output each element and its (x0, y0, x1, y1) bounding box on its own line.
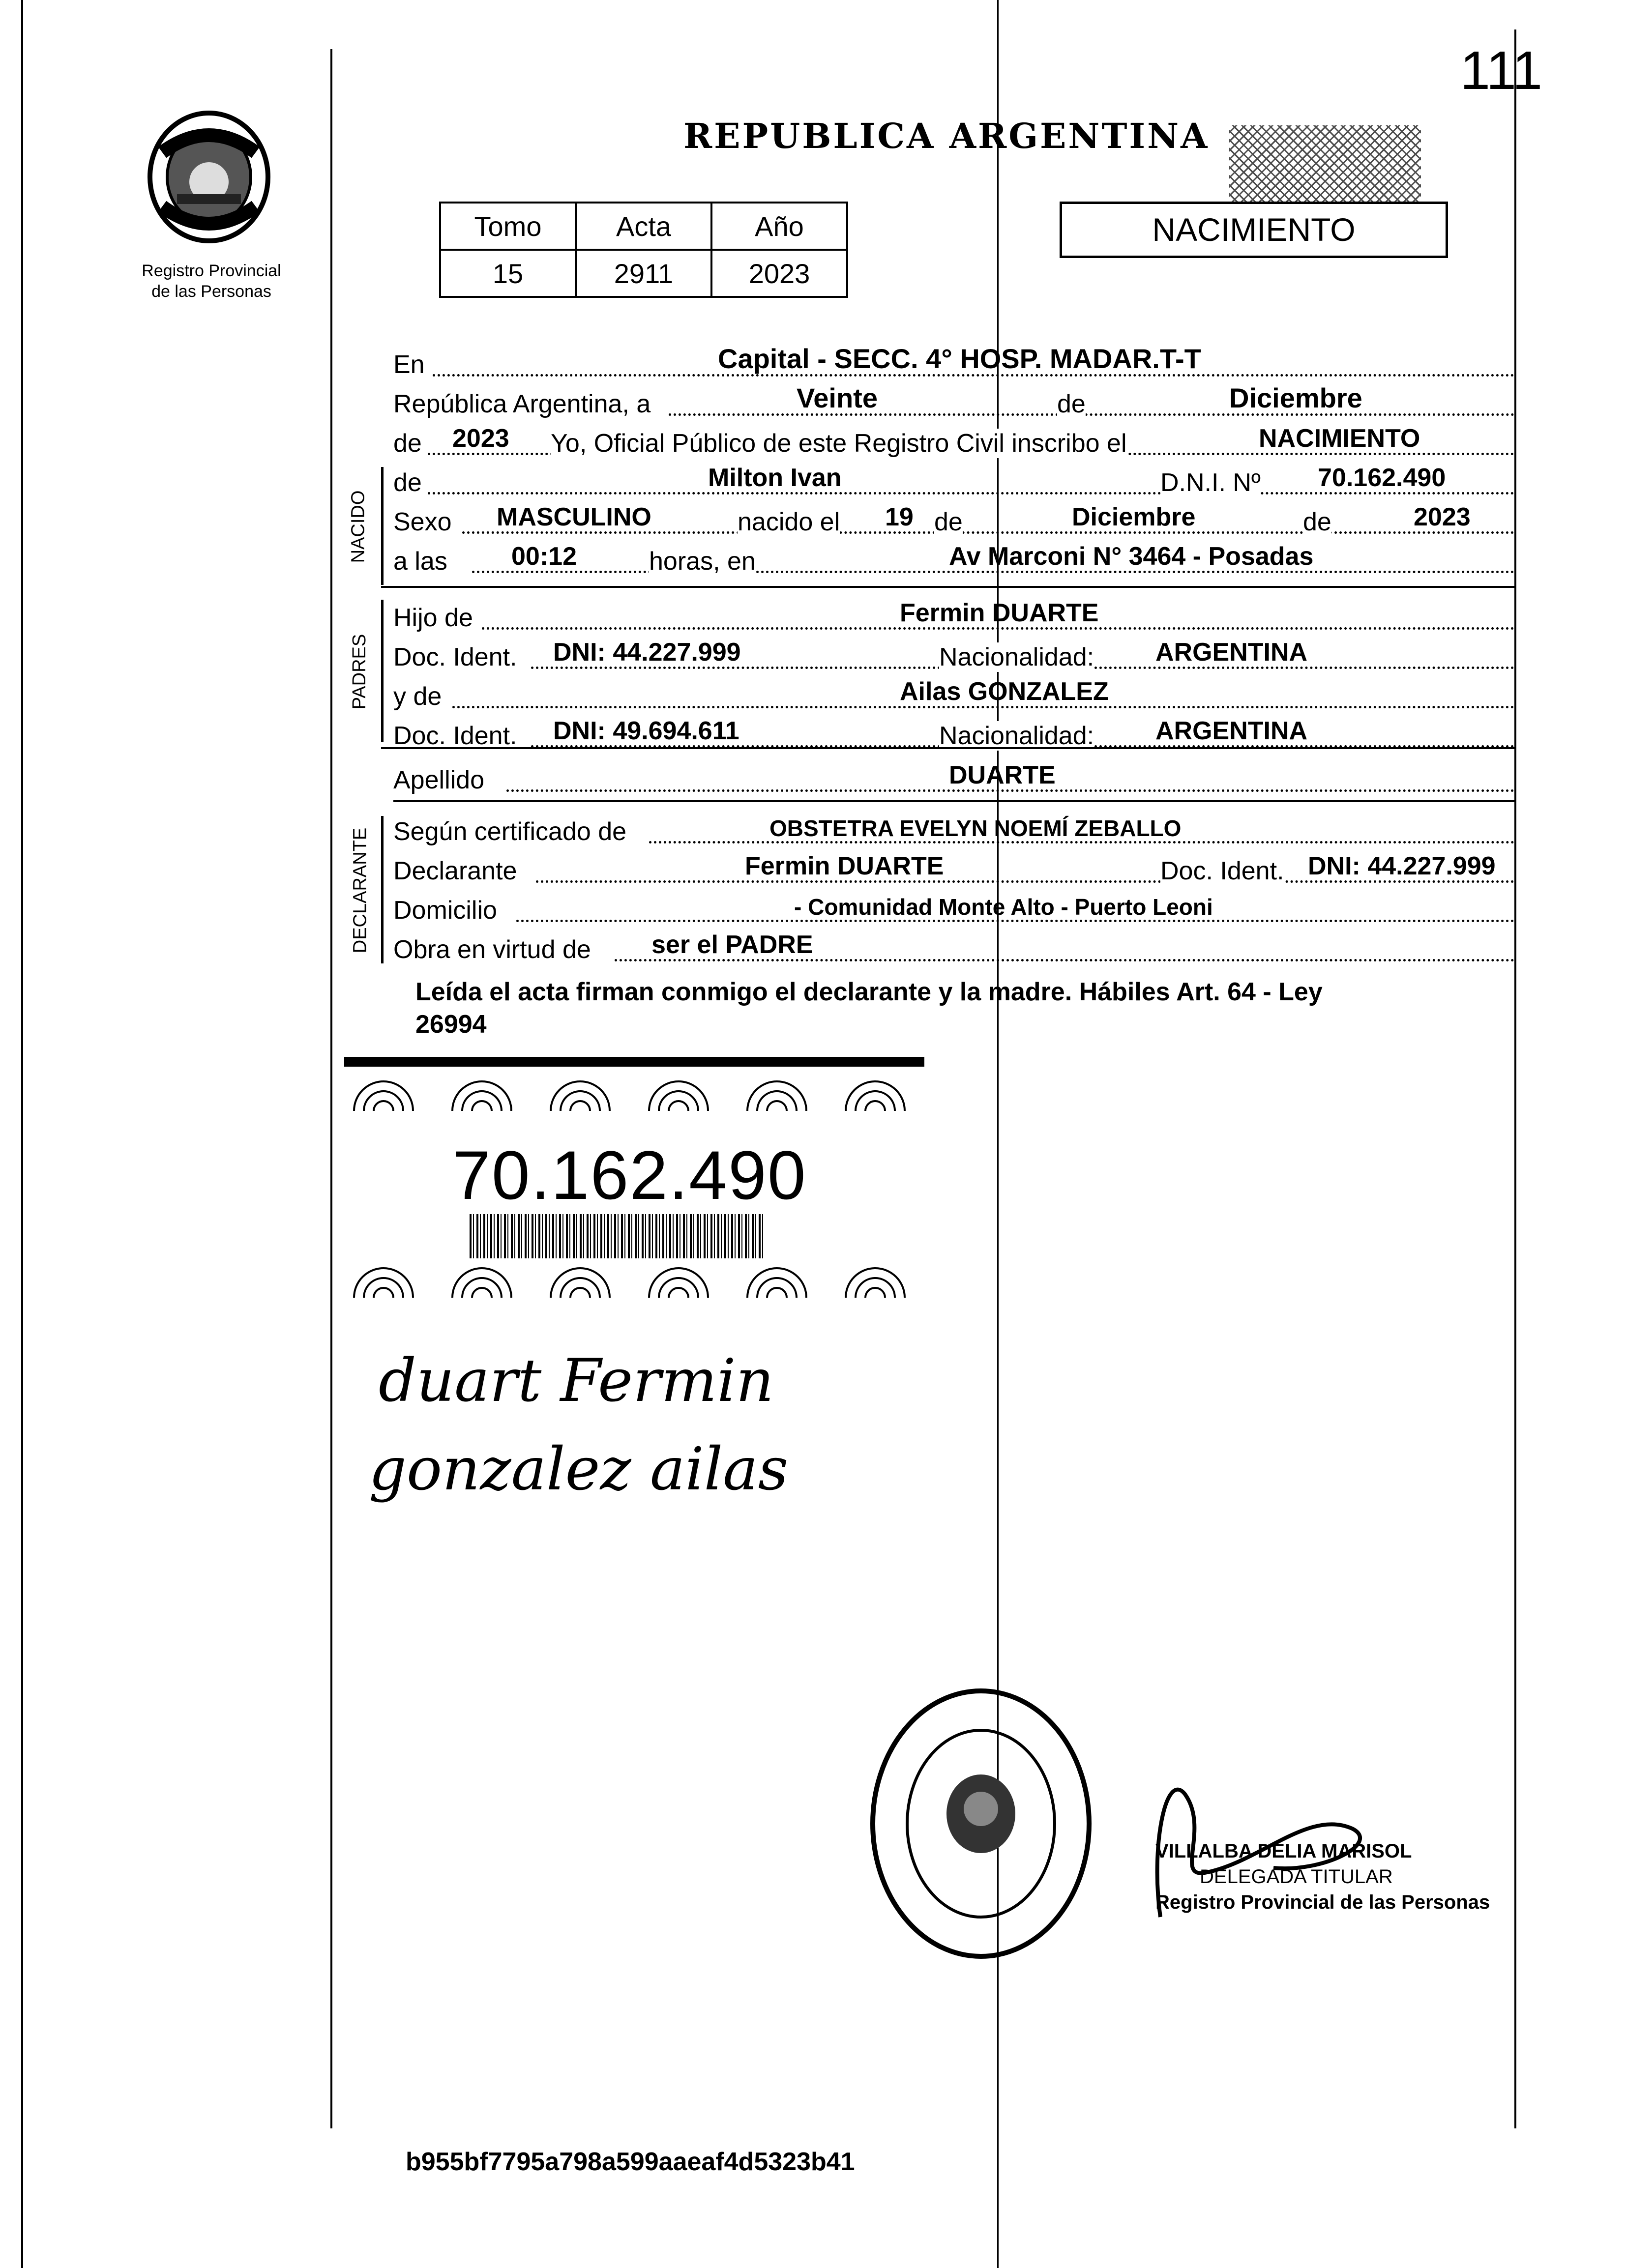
row-padre: Hijo de Fermin DUARTE (393, 597, 1514, 637)
binding-line (330, 49, 332, 2128)
provincia-misiones-crest-icon (128, 108, 290, 246)
row-en: En Capital - SECC. 4° HOSP. MADAR.T-T (393, 344, 1514, 383)
official-name-block: VILLALBA DELIA MARISOL DELEGADA TITULAR Registro Provincial de las Personas (1155, 1840, 1490, 1913)
signature-madre: gonzalez ailas (369, 1435, 789, 1504)
row-sexo: Sexo MASCULINO nacido el 19 de Diciembre de 2023 (393, 501, 1514, 541)
anio-nacimiento-value: 2023 (1414, 503, 1471, 531)
row-certificado: Según certificado de OBSTETRA EVELYN NOEMÍ ZEBALLO (393, 811, 1514, 850)
madre-nac-value: ARGENTINA (1155, 717, 1308, 745)
declarante-doc-value: DNI: 44.227.999 (1308, 852, 1496, 880)
official-seal-icon (865, 1681, 1096, 1966)
padres-bracket (381, 600, 388, 742)
barcode (470, 1214, 765, 1258)
row-obra: Obra en virtud de ser el PADRE (393, 929, 1514, 968)
row-inscribo: de 2023 Yo, Oficial Público de este Registro Civil inscribo el NACIMIENTO (393, 423, 1514, 462)
separator (381, 586, 1514, 588)
inscribo-value: NACIMIENTO (1259, 424, 1420, 453)
record-type-box: NACIMIENTO (1060, 202, 1448, 258)
padres-section-label: PADRES (349, 634, 370, 710)
apellido-value: DUARTE (949, 761, 1056, 789)
nacido-section-label: NACIDO (348, 490, 369, 563)
left-margin-line (21, 0, 23, 2268)
madre-doc-value: DNI: 49.694.611 (553, 717, 739, 745)
anio-header: Año (711, 203, 847, 250)
dni-stamp-number: 70.162.490 (452, 1136, 807, 1214)
separator (381, 747, 1514, 749)
registro-provincial-label: Registro Provincial de las Personas (142, 262, 281, 301)
security-watermark (1229, 125, 1421, 204)
lugar-value: Capital - SECC. 4° HOSP. MADAR.T-T (718, 343, 1201, 374)
anio-value: 2023 (711, 250, 847, 297)
padre-nac-value: ARGENTINA (1155, 638, 1308, 667)
declarante-value: Fermin DUARTE (745, 852, 944, 880)
separator (393, 800, 1514, 802)
acta-value: 2911 (576, 250, 711, 297)
row-madre: y de Ailas GONZALEZ (393, 676, 1514, 715)
nombre-value: Milton Ivan (708, 464, 842, 492)
signature-padre: duart Fermin (379, 1347, 774, 1415)
declarante-bracket (381, 816, 388, 963)
dia-value: Veinte (797, 382, 878, 413)
row-madre-doc: Doc. Ident. DNI: 49.694.611 Nacionalidad: ARGENTINA (393, 715, 1514, 755)
acta-header: Acta (576, 203, 711, 250)
dni-value: 70.162.490 (1318, 464, 1446, 492)
anio-lugar-value: 2023 (452, 424, 509, 453)
hora-value: 00:12 (511, 542, 577, 571)
padre-doc-value: DNI: 44.227.999 (553, 638, 741, 667)
row-declarante: Declarante Fermin DUARTE Doc. Ident. DNI: 44.227.999 (393, 850, 1514, 890)
row-padre-doc: Doc. Ident. DNI: 44.227.999 Nacionalidad: ARGENTINA (393, 637, 1514, 676)
nacido-bracket (381, 467, 388, 585)
row-hora: a las 00:12 horas, en Av Marconi N° 3464 - Posadas (393, 541, 1514, 580)
tomo-value: 15 (440, 250, 576, 297)
dia-nacimiento-value: 19 (885, 503, 914, 531)
right-margin-line (1514, 29, 1516, 2128)
obra-value: ser el PADRE (651, 930, 813, 959)
sexo-value: MASCULINO (497, 503, 651, 531)
document-title: REPUBLICA ARGENTINA (683, 116, 1210, 156)
tomo-header: Tomo (440, 203, 576, 250)
declarante-section-label: DECLARANTE (350, 827, 371, 954)
mes-value: Diciembre (1229, 382, 1362, 413)
row-domicilio: Domicilio - Comunidad Monte Alto - Puerto Leoni (393, 890, 1514, 929)
padre-value: Fermin DUARTE (900, 599, 1099, 627)
document-hash: b955bf7795a798a599aaeaf4d5323b41 (406, 2148, 855, 2176)
tomo-acta-anio-table (439, 202, 848, 298)
madre-value: Ailas GONZALEZ (900, 677, 1109, 706)
page-number: 111 (1460, 40, 1542, 101)
certificado-value: OBSTETRA EVELYN NOEMÍ ZEBALLO (769, 815, 1182, 841)
row-apellido: Apellido DUARTE (393, 759, 1514, 799)
mes-nacimiento-value: Diciembre (1072, 503, 1196, 531)
row-nombre: de Milton Ivan D.N.I. Nº 70.162.490 (393, 462, 1514, 501)
domicilio-value: - Comunidad Monte Alto - Puerto Leoni (794, 894, 1213, 920)
lugar-nacimiento-value: Av Marconi N° 3464 - Posadas (949, 542, 1314, 571)
row-republica: República Argentina, a Veinte de Diciembre (393, 383, 1514, 423)
closing-statement: Leída el acta firman conmigo el declarante y la madre. Hábiles Art. 64 - Ley 26994 (415, 978, 1323, 1039)
